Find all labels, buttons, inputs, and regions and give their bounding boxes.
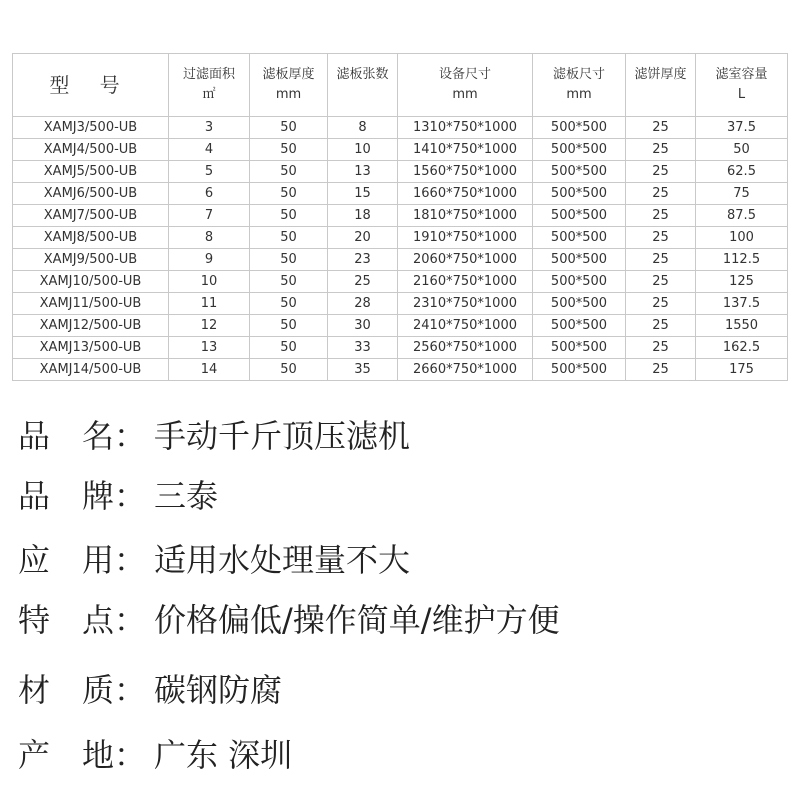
cell-model: XAMJ7/500-UB [13,205,169,227]
cell-chamber-volume: 50 [696,139,788,161]
table-header-row [13,54,788,117]
cell-plate-size: 500*500 [533,293,626,315]
info-label [18,600,154,640]
cell-equipment-size: 2310*750*1000 [398,293,533,315]
cell-plate-size: 500*500 [533,117,626,139]
info-separator: ： [114,601,147,639]
info-brand [18,476,218,516]
cell-cake-thickness: 25 [626,337,696,359]
cell-plate-thickness: 50 [250,271,328,293]
table-row [13,183,788,205]
cell-plate-count: 20 [328,227,398,249]
info-value: 手动千斤顶压滤机 [154,417,411,455]
cell-equipment-size: 2660*750*1000 [398,359,533,381]
cell-plate-count: 23 [328,249,398,271]
cell-plate-size: 500*500 [533,183,626,205]
cell-filter-area: 5 [169,161,250,183]
table-row [13,117,788,139]
cell-model: XAMJ4/500-UB [13,139,169,161]
info-separator: ： [114,736,147,774]
table-row [13,249,788,271]
table-row [13,161,788,183]
cell-chamber-volume: 75 [696,183,788,205]
header-plate-thickness: 滤板厚度 mm [250,54,328,117]
info-label-char: 应 [18,541,51,579]
header-cake-thickness: 滤饼厚度 [626,54,696,117]
cell-chamber-volume: 162.5 [696,337,788,359]
info-label [18,735,154,775]
info-label-char: 地 [82,736,115,774]
cell-cake-thickness: 25 [626,161,696,183]
info-application [18,540,410,580]
cell-model: XAMJ10/500-UB [13,271,169,293]
table-row [13,315,788,337]
cell-equipment-size: 2060*750*1000 [398,249,533,271]
cell-cake-thickness: 25 [626,249,696,271]
cell-chamber-volume: 100 [696,227,788,249]
header-plate-size: 滤板尺寸 mm [533,54,626,117]
cell-plate-size: 500*500 [533,249,626,271]
cell-model: XAMJ6/500-UB [13,183,169,205]
cell-chamber-volume: 137.5 [696,293,788,315]
cell-plate-thickness: 50 [250,139,328,161]
info-label-char: 品 [18,477,51,515]
cell-model: XAMJ14/500-UB [13,359,169,381]
cell-cake-thickness: 25 [626,271,696,293]
cell-model: XAMJ8/500-UB [13,227,169,249]
info-value: 碳钢防腐 [154,671,283,709]
header-model: 型 号 [13,54,169,117]
info-features [18,600,560,640]
table-row [13,205,788,227]
cell-chamber-volume: 87.5 [696,205,788,227]
cell-plate-thickness: 50 [250,227,328,249]
cell-filter-area: 4 [169,139,250,161]
cell-model: XAMJ5/500-UB [13,161,169,183]
cell-plate-thickness: 50 [250,117,328,139]
cell-equipment-size: 1810*750*1000 [398,205,533,227]
info-separator: ： [114,671,147,709]
cell-cake-thickness: 25 [626,183,696,205]
cell-plate-size: 500*500 [533,205,626,227]
cell-filter-area: 3 [169,117,250,139]
cell-plate-count: 33 [328,337,398,359]
cell-equipment-size: 1310*750*1000 [398,117,533,139]
info-label [18,416,154,456]
cell-filter-area: 9 [169,249,250,271]
info-label-char: 牌 [82,477,115,515]
cell-equipment-size: 2560*750*1000 [398,337,533,359]
cell-cake-thickness: 25 [626,315,696,337]
cell-plate-thickness: 50 [250,293,328,315]
cell-plate-size: 500*500 [533,139,626,161]
cell-chamber-volume: 37.5 [696,117,788,139]
info-label-char: 特 [18,601,51,639]
cell-chamber-volume: 112.5 [696,249,788,271]
cell-plate-thickness: 50 [250,337,328,359]
cell-model: XAMJ13/500-UB [13,337,169,359]
header-equipment-size: 设备尺寸 mm [398,54,533,117]
cell-plate-count: 35 [328,359,398,381]
cell-equipment-size: 2410*750*1000 [398,315,533,337]
cell-filter-area: 13 [169,337,250,359]
cell-model: XAMJ12/500-UB [13,315,169,337]
cell-cake-thickness: 25 [626,117,696,139]
cell-filter-area: 10 [169,271,250,293]
cell-plate-count: 25 [328,271,398,293]
info-label-char: 用 [82,541,115,579]
info-product-name [18,416,410,456]
cell-chamber-volume: 125 [696,271,788,293]
info-value: 价格偏低/操作简单/维护方便 [154,601,560,639]
info-label-char: 品 [18,417,51,455]
cell-plate-count: 13 [328,161,398,183]
cell-plate-thickness: 50 [250,359,328,381]
cell-plate-count: 28 [328,293,398,315]
cell-chamber-volume: 175 [696,359,788,381]
table-row [13,227,788,249]
cell-equipment-size: 1910*750*1000 [398,227,533,249]
spec-table [12,53,788,381]
cell-filter-area: 7 [169,205,250,227]
info-label-char: 名 [82,417,115,455]
table-row [13,337,788,359]
cell-plate-size: 500*500 [533,227,626,249]
cell-model: XAMJ9/500-UB [13,249,169,271]
cell-cake-thickness: 25 [626,359,696,381]
cell-plate-thickness: 50 [250,161,328,183]
cell-filter-area: 6 [169,183,250,205]
cell-plate-count: 30 [328,315,398,337]
cell-plate-count: 8 [328,117,398,139]
cell-filter-area: 12 [169,315,250,337]
cell-chamber-volume: 62.5 [696,161,788,183]
cell-equipment-size: 1560*750*1000 [398,161,533,183]
header-filter-area: 过滤面积 ㎡ [169,54,250,117]
info-material [18,670,282,710]
header-plate-count: 滤板张数 [328,54,398,117]
header-chamber-volume: 滤室容量 L [696,54,788,117]
cell-cake-thickness: 25 [626,293,696,315]
cell-equipment-size: 1410*750*1000 [398,139,533,161]
cell-plate-size: 500*500 [533,315,626,337]
info-label [18,670,154,710]
cell-filter-area: 11 [169,293,250,315]
cell-plate-count: 18 [328,205,398,227]
cell-cake-thickness: 25 [626,227,696,249]
table-row [13,271,788,293]
cell-model: XAMJ3/500-UB [13,117,169,139]
info-label-char: 点 [82,601,115,639]
cell-plate-thickness: 50 [250,249,328,271]
info-value: 广东 深圳 [154,736,293,774]
cell-plate-size: 500*500 [533,271,626,293]
cell-filter-area: 8 [169,227,250,249]
table-row [13,293,788,315]
cell-plate-size: 500*500 [533,359,626,381]
cell-cake-thickness: 25 [626,205,696,227]
cell-plate-size: 500*500 [533,161,626,183]
cell-filter-area: 14 [169,359,250,381]
info-separator: ： [114,541,147,579]
info-value: 三泰 [154,477,219,515]
info-label-char: 产 [18,736,51,774]
cell-equipment-size: 1660*750*1000 [398,183,533,205]
info-origin [18,735,292,775]
info-value: 适用水处理量不大 [154,541,411,579]
info-label [18,476,154,516]
info-separator: ： [114,417,147,455]
table-body [13,117,788,381]
cell-chamber-volume: 1550 [696,315,788,337]
cell-plate-count: 10 [328,139,398,161]
cell-plate-count: 15 [328,183,398,205]
cell-model: XAMJ11/500-UB [13,293,169,315]
info-label [18,540,154,580]
cell-plate-thickness: 50 [250,205,328,227]
cell-plate-thickness: 50 [250,183,328,205]
cell-plate-size: 500*500 [533,337,626,359]
cell-equipment-size: 2160*750*1000 [398,271,533,293]
cell-cake-thickness: 25 [626,139,696,161]
info-label-char: 材 [18,671,51,709]
info-label-char: 质 [82,671,115,709]
info-separator: ： [114,477,147,515]
cell-plate-thickness: 50 [250,315,328,337]
table-row [13,359,788,381]
table-row [13,139,788,161]
